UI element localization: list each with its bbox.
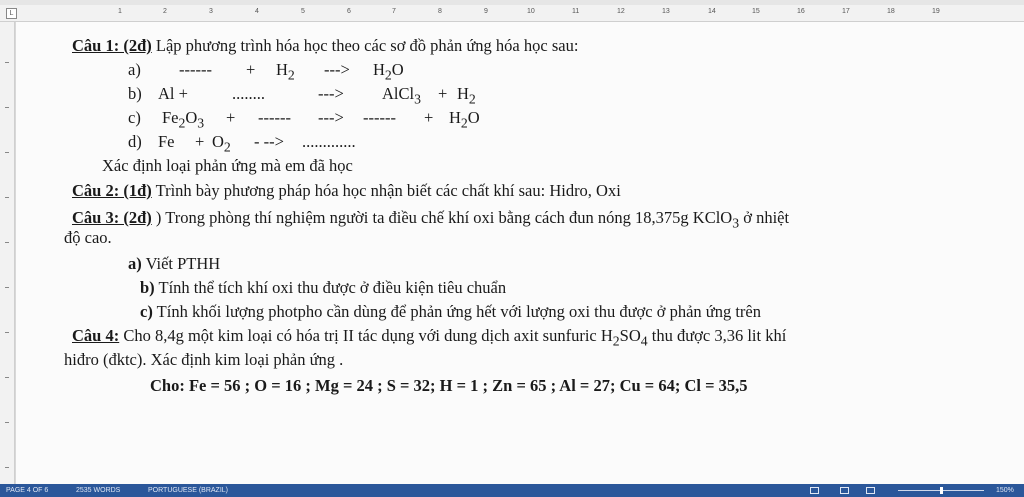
ruler-mark: 5 — [301, 8, 305, 15]
ruler-mark: 6 — [347, 8, 351, 15]
word-count[interactable]: 2535 WORDS — [76, 487, 121, 494]
question-1 — [72, 36, 578, 56]
ruler-mark: 17 — [842, 8, 850, 15]
question-2-text: Trình bày phương pháp hóa học nhận biết các chất khí sau: Hidro, Oxi — [155, 181, 621, 200]
horizontal-ruler[interactable] — [0, 5, 1024, 22]
question-3a: a) Viết PTHH — [128, 254, 221, 273]
equation-c: c) $Fe_2O_3$ + ------ ---> ------ + $H_2O$ — [128, 108, 480, 131]
language-indicator[interactable]: PORTUGUESE (BRAZIL) — [148, 487, 228, 494]
ruler-mark: 19 — [932, 8, 940, 15]
vertical-ruler[interactable] — [0, 22, 15, 484]
question-1-text: Lập phương trình hóa học theo các sơ đồ phản ứng hóa học sau: — [155, 36, 579, 55]
given-atomic-masses: Cho: Fe = 56 ; O = 16 ; Mg = 24 ; S = 32; H = 1 ; Zn = 65 ; Al = 27; Cu = 64; Cl = 35,5 — [150, 376, 748, 395]
question-3-text: ) Trong phòng thí nghiệm người ta điều chế khí oxi bằng cách đun nóng 18,375g KClO — [155, 208, 733, 227]
ruler-mark: 18 — [887, 8, 895, 15]
ruler-mark: 16 — [797, 8, 805, 15]
equation-d: d) Fe + $O_2$ - --> ............. — [128, 132, 356, 155]
status-bar — [0, 484, 1024, 497]
question-1-heading: Câu 1: (2đ) — [72, 36, 152, 55]
ruler-mark: 3 — [209, 8, 213, 15]
ruler-mark: 11 — [572, 8, 580, 15]
ruler-mark: 8 — [438, 8, 442, 15]
question-4: Câu 4: Cho 8,4g một kim loại có hóa trị II tác dụng với dung dịch axit sunfuric $H_2SO_4$ thu được 3,36 lit khí — [72, 326, 787, 349]
print-layout-icon[interactable] — [840, 487, 849, 494]
ruler-mark: 12 — [617, 8, 625, 15]
question-4-text: Cho 8,4g một kim loại có hóa trị II tác dụng với dung dịch axit sunfuric H — [119, 326, 613, 345]
question-3-heading: Câu 3: (2đ) — [72, 208, 152, 227]
tab-stop-selector[interactable]: L — [6, 8, 17, 19]
ruler-mark: 7 — [392, 8, 396, 15]
ruler-mark: 10 — [527, 8, 535, 15]
read-mode-icon[interactable] — [810, 487, 819, 494]
question-2-heading: Câu 2: (1đ) — [72, 181, 152, 200]
ruler-mark: 2 — [163, 8, 167, 15]
web-layout-icon[interactable] — [866, 487, 875, 494]
equation-a: a) ------ + $H_2$ ---> $H_2O$ — [128, 60, 404, 83]
document-page[interactable] — [16, 22, 1024, 484]
question-3b: b) Tính thể tích khí oxi thu được ở điều kiện tiêu chuẩn — [140, 278, 507, 297]
question-1-note: Xác định loại phản ứng mà em đã học — [102, 156, 353, 175]
zoom-level[interactable]: 150% — [996, 487, 1014, 494]
question-2 — [72, 181, 621, 201]
ruler-mark: 1 — [118, 8, 122, 15]
ruler-mark: 13 — [662, 8, 670, 15]
page-count[interactable]: PAGE 4 OF 6 — [6, 487, 49, 494]
equation-b: b) Al + ........ ---> AlCl$_3$ + $H_2$ — [128, 84, 476, 107]
ruler-mark: 15 — [752, 8, 760, 15]
question-4-cont: hiđro (đktc). Xác định kim loại phản ứng . — [64, 350, 344, 369]
question-3c: c) Tính khối lượng photpho cần dùng để phản ứng hết với lượng oxi thu được ở phản ứng trên — [140, 302, 762, 321]
question-4-heading: Câu 4: — [72, 326, 120, 345]
ruler-mark: 9 — [484, 8, 488, 15]
ruler-mark: 14 — [708, 8, 716, 15]
question-3: Câu 3: (2đ) ) Trong phòng thí nghiệm người ta điều chế khí oxi bằng cách đun nóng 18,375g KClO$_3$ ở nhiệt — [72, 208, 790, 231]
zoom-slider-thumb[interactable] — [940, 487, 943, 494]
ruler-mark: 4 — [255, 8, 259, 15]
question-3-cont: độ cao. — [64, 228, 112, 247]
